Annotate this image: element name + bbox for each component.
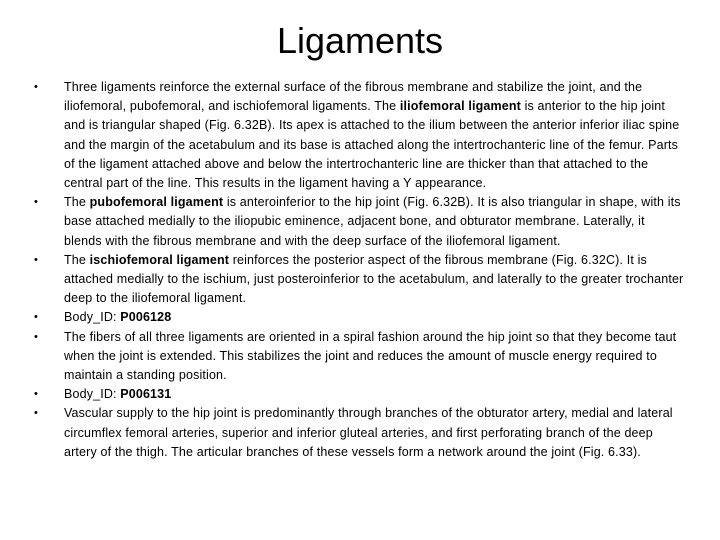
bullet-dot: • xyxy=(34,253,39,266)
bullet-dot: • xyxy=(34,196,39,209)
bullet-text: Vascular supply to the hip joint is predominantly through branches of the obturator artery, medial and lateral circumflex femoral arteries, superior and inferior gluteal arteries, and first perforating branch of the deep artery of the thigh. The articular branches of these vessels form a network around the joint (Fig. 6.33). xyxy=(64,406,673,459)
bullet-text: reinforces the posterior aspect of the fibrous membrane (Fig. 6.32C). It is attached medially to the ischium, just posteroinferior to the acetabulum, and laterally to the greater trochanter deep to the iliofemoral ligament. xyxy=(64,252,684,306)
bullet-dot: • xyxy=(34,81,39,93)
bullet-text: is anteroinferior to the hip joint (Fig. 6.32B). It is also triangular in shape, with its base attached medially to the iliopubic eminence, adjacent bone, and obturator membrane. Laterally, it blends with the fibrous membrane and with the deep surface of the iliofemoral ligament. xyxy=(64,195,681,248)
bullet-bold-term: pubofemoral ligament xyxy=(89,195,224,210)
bullet-text: The xyxy=(64,252,90,267)
bullet-item xyxy=(34,193,684,251)
body-id-value: P006128 xyxy=(120,310,172,325)
bullet-text: Body_ID: xyxy=(64,310,121,325)
bullet-dot: • xyxy=(34,330,39,343)
bullet-item xyxy=(34,404,684,462)
bullet-item xyxy=(34,251,684,309)
bullet-bold-term: ischiofemoral ligament xyxy=(89,252,230,267)
bullet-list xyxy=(34,78,684,462)
bullet-text: is anterior to the hip joint and is triangular shaped (Fig. 6.32B). Its apex is attached to the ilium between the anterior inferior iliac spine and the margin of the acetabulum and its base is attached along the intertrochanteric line of the femur. Parts of the ligament attached above and below the intertrochanteric line are thicker than that attached to the central part of the line. This results in the ligament having a Y appearance. xyxy=(64,99,680,191)
bullet-text: Three ligaments reinforce the external surface of the fibrous membrane and stabilize the joint, and the iliofemoral, pubofemoral, and ischiofemoral ligaments. The xyxy=(64,80,643,114)
bullet-text: The fibers of all three ligaments are oriented in a spiral fashion around the hip joint so that they become taut when the joint is extended. This stabilizes the joint and reduces the amount of muscle energy required to maintain a standing position. xyxy=(64,329,677,383)
slide-title: Ligaments xyxy=(276,20,444,61)
bullet-bold-term: iliofemoral ligament xyxy=(399,99,521,114)
body-id-value: P006131 xyxy=(120,387,172,402)
bullet-dot: • xyxy=(34,407,39,420)
bullet-text: The xyxy=(64,195,90,210)
bullet-item xyxy=(34,328,684,386)
bullet-dot: • xyxy=(34,311,39,324)
bullet-item xyxy=(34,78,684,193)
bullet-dot: • xyxy=(34,388,39,401)
bullet-item xyxy=(34,308,684,327)
bullet-text: Body_ID: xyxy=(64,387,121,402)
bullet-item xyxy=(34,385,684,404)
